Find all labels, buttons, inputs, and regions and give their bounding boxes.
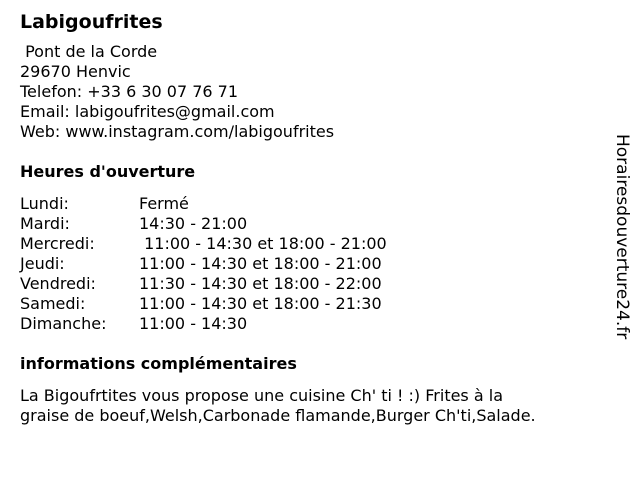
info-line: La Bigoufrtites vous propose une cuisine Ch' ti ! :) Frites à la	[20, 386, 503, 405]
time-value: 14:30 - 21:00	[139, 214, 248, 233]
time-value: 11:00 - 14:30 et 18:00 - 21:00	[139, 254, 382, 273]
hours-row	[20, 214, 610, 234]
watermark-text: Horairesdouverture24.fr	[612, 134, 632, 340]
hours-row	[20, 234, 610, 254]
phone-text: Telefon: +33 6 30 07 76 71	[20, 82, 239, 101]
time-value: 11:00 - 14:30 et 18:00 - 21:30	[139, 294, 382, 313]
day-label: Jeudi:	[20, 254, 65, 273]
hours-row	[20, 314, 610, 334]
hours-row	[20, 274, 610, 294]
time-value: 11:00 - 14:30 et 18:00 - 21:00	[139, 234, 387, 253]
business-name: Labigoufrites	[20, 11, 163, 33]
hours-row	[20, 194, 610, 214]
address-city: 29670 Henvic	[20, 62, 131, 81]
contact-block	[20, 42, 610, 142]
address-street: Pont de la Corde	[20, 42, 158, 61]
web-text: Web: www.instagram.com/labigoufrites	[20, 122, 335, 141]
email-text: Email: labigoufrites@gmail.com	[20, 102, 275, 121]
hours-row	[20, 254, 610, 274]
time-value: 11:30 - 14:30 et 18:00 - 22:00	[139, 274, 382, 293]
day-label: Mardi:	[20, 214, 70, 233]
business-card	[20, 10, 610, 426]
time-value: 11:00 - 14:30	[139, 314, 248, 333]
info-description	[20, 386, 610, 426]
hours-row	[20, 294, 610, 314]
time-value: Fermé	[139, 194, 189, 213]
day-label: Mercredi:	[20, 234, 95, 253]
hours-heading: Heures d'ouverture	[20, 162, 196, 181]
info-line: graise de boeuf,Welsh,Carbonade flamande,Burger Ch'ti,Salade.	[20, 406, 536, 425]
day-label: Samedi:	[20, 294, 86, 313]
info-heading: informations complémentaires	[20, 354, 297, 373]
day-label: Dimanche:	[20, 314, 107, 333]
day-label: Lundi:	[20, 194, 69, 213]
hours-table	[20, 194, 610, 334]
day-label: Vendredi:	[20, 274, 96, 293]
